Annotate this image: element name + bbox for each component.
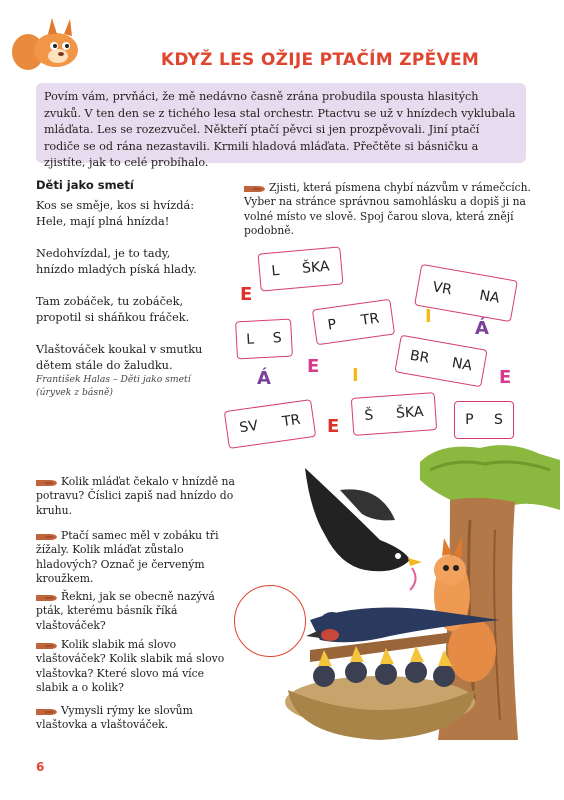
question-item — [36, 638, 236, 696]
word-card[interactable] — [235, 319, 293, 360]
question-text: Kolik slabik má slovo vlaštováček? Kolik slabik má slovo vlaštovka? Které slovo má více slabik a o kolik? — [36, 638, 225, 695]
word-card-part: SV — [238, 417, 260, 437]
poem-line: dětem stále do žaludku. — [36, 359, 173, 372]
poem-stanza — [36, 342, 236, 374]
word-card[interactable] — [351, 392, 437, 436]
word-card-part: TR — [359, 310, 381, 329]
task-text: Zjisti, která písmena chybí názvům v rámečcích. Vyber na stránce správnou samohlásku a dopiš ji na volné místo ve slově. Spoj čarou slova, která znějí podobně. — [244, 181, 531, 238]
word-card-part: P — [465, 412, 474, 428]
vowel-letter[interactable]: E — [499, 367, 512, 388]
poem-line: Vlaštováček koukal v smutku — [36, 343, 203, 356]
question-text: Ptačí samec měl v zobáku tři žížaly. Kolik mláďat zůstalo hladových? Označ je červeným kroužkem. — [36, 529, 219, 586]
poem-credit-note: (úryvek z básně) — [36, 387, 113, 398]
poem-line: Hele, mají plná hnízda! — [36, 215, 170, 228]
poem-stanza — [36, 246, 236, 278]
page-title: KDYŽ LES OŽIJE PTAČÍM ZPĚVEM — [160, 50, 480, 70]
question-text: Vymysli rýmy ke slovům vlaštovka a vlaštováček. — [36, 704, 193, 732]
poem-line: Tam zobáček, tu zobáček, — [36, 295, 184, 308]
poem-credit — [36, 373, 236, 399]
poem-body — [36, 198, 236, 390]
poem-credit-author: František Halas – Děti jako smetí — [36, 374, 191, 385]
word-card[interactable] — [312, 299, 395, 346]
poem-line: Kos se směje, kos si hvízdá: — [36, 199, 194, 212]
vowel-letter[interactable]: E — [327, 416, 340, 437]
word-card-part: P — [326, 316, 338, 334]
word-card[interactable] — [454, 401, 514, 439]
word-card-part: S — [493, 412, 503, 428]
vowel-letter[interactable]: I — [352, 365, 359, 386]
poem-line: hnízdo mladých píská hlady. — [36, 263, 197, 276]
word-card-part: BR — [408, 347, 431, 367]
vowel-letter[interactable]: Á — [257, 368, 271, 389]
pointing-hand-icon — [36, 593, 58, 602]
squirrel-mascot-illustration — [8, 12, 88, 74]
pointing-hand-icon — [36, 478, 58, 487]
poem-stanza — [36, 294, 236, 326]
poem-line: propotil si sháňkou fráček. — [36, 311, 190, 324]
vowel-letter[interactable]: I — [425, 306, 432, 327]
question-item — [36, 704, 236, 733]
poem-stanza — [36, 198, 236, 230]
vowel-letter[interactable]: E — [307, 356, 320, 377]
word-card-part: ŠKA — [395, 403, 425, 422]
pointing-hand-icon — [36, 532, 58, 541]
word-card-part: L — [245, 331, 255, 348]
question-item — [36, 475, 236, 518]
word-card-part: S — [272, 330, 283, 347]
vowel-letter[interactable]: E — [240, 284, 253, 305]
question-item — [36, 590, 236, 633]
pointing-hand-icon — [36, 707, 58, 716]
intro-box: Povím vám, prvňáci, že mě nedávno časně zrána probudila spousta hlasitých zvuků. V ten den se z tichého lesa stal orchestr. Ptactvu se už v hnízdech vyklubala mláďata. Les se rozezvučel. Někteří ptačí pěvci si jen prozpěvovali. Jiní ptačí rodiče se od rána nezastavili. Krmili hladová mláďata. Přečtěte si básničku a zjistíte, jak to celé probíhalo. — [36, 83, 526, 163]
question-text: Kolik mláďat čekalo v hnízdě na potravu? Číslici zapiš nad hnízdo do kruhu. — [36, 475, 235, 517]
page-number: 6 — [36, 760, 45, 774]
pointing-hand-icon — [36, 641, 58, 650]
word-card-part: NA — [478, 287, 501, 307]
pointing-hand-icon — [244, 184, 266, 193]
question-text: Řekni, jak se obecně nazývá pták, kterému básník říká vlaštováček? — [36, 590, 215, 632]
word-card-part: L — [270, 262, 281, 280]
question-item — [36, 529, 236, 587]
word-card-part: VR — [431, 279, 454, 299]
vowel-letter[interactable]: Á — [475, 318, 489, 339]
poem-line: Nedohvízdal, je to tady, — [36, 247, 171, 260]
task-instruction — [244, 181, 534, 239]
word-card[interactable] — [394, 335, 487, 388]
word-card-part: NA — [450, 355, 474, 375]
birds-nest-illustration — [270, 440, 560, 745]
word-card-part: Š — [363, 407, 374, 425]
poem-title: Děti jako smetí — [36, 178, 134, 192]
word-card-part: TR — [281, 411, 302, 431]
word-card-part: ŠKA — [301, 258, 331, 277]
word-card[interactable] — [258, 246, 344, 291]
